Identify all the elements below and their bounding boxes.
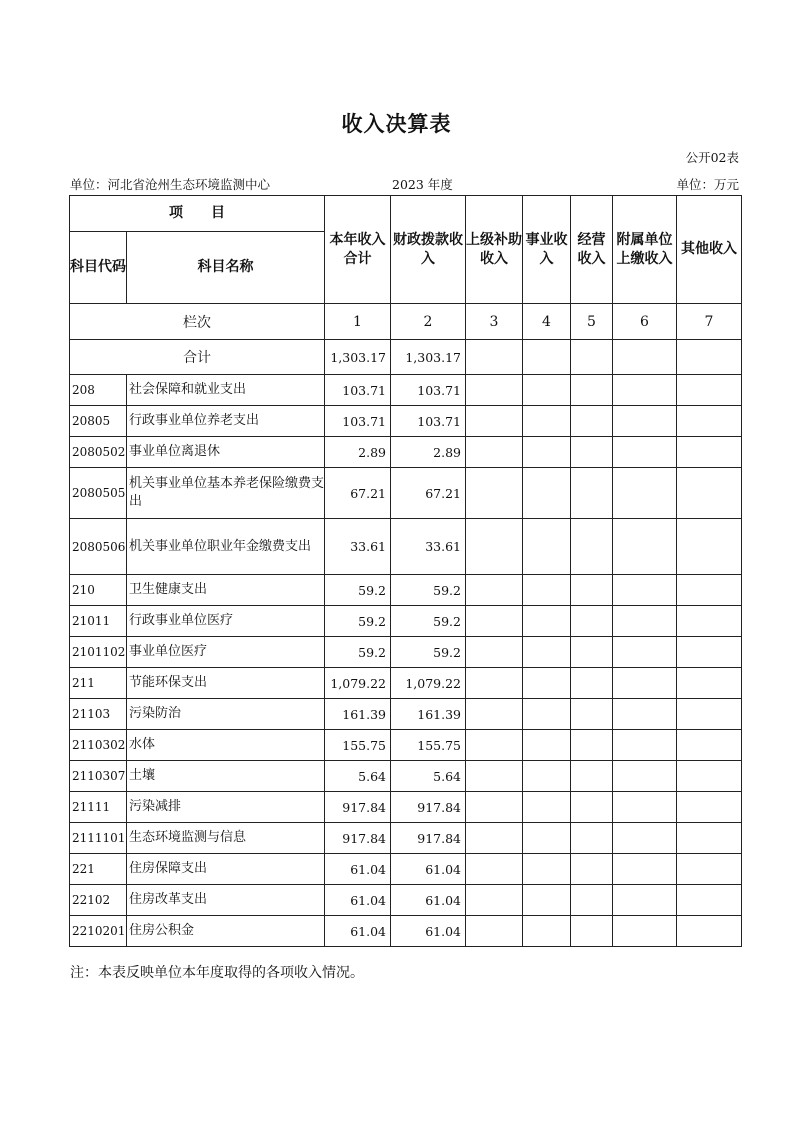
row-value [523,854,571,885]
row-value [613,792,677,823]
row-value [571,916,613,947]
row-value [523,375,571,406]
table-row [70,375,742,406]
row-value: 1,079.22 [391,668,466,699]
row-value: 2.89 [391,437,466,468]
table-row [70,668,742,699]
row-name: 住房改革支出 [127,885,325,916]
table-row [70,406,742,437]
row-value [466,575,523,606]
row-value: 161.39 [391,699,466,730]
row-name: 机关事业单位职业年金缴费支出 [127,519,325,575]
table-row [70,792,742,823]
row-value: 917.84 [391,792,466,823]
header-col-5: 经营收入 [571,196,613,304]
row-value: 917.84 [325,792,391,823]
row-value: 103.71 [391,406,466,437]
row-code: 211 [70,668,127,699]
column-number: 4 [523,304,571,340]
row-value [571,519,613,575]
row-value [613,916,677,947]
row-name: 事业单位离退休 [127,437,325,468]
row-code: 210 [70,575,127,606]
row-value [466,519,523,575]
header-col-2: 财政拨款收入 [391,196,466,304]
row-value: 917.84 [391,823,466,854]
row-value [466,668,523,699]
row-code: 2110302 [70,730,127,761]
row-value: 61.04 [391,854,466,885]
total-label: 合计 [70,340,325,375]
row-code: 2101102 [70,637,127,668]
row-value [677,854,742,885]
row-value [571,637,613,668]
row-value [613,468,677,519]
header-item: 项 目 [70,196,325,232]
row-name: 水体 [127,730,325,761]
row-value [466,916,523,947]
row-value [571,885,613,916]
column-number: 5 [571,304,613,340]
row-value: 61.04 [325,885,391,916]
header-code: 科目代码 [70,232,127,304]
row-value: 59.2 [325,575,391,606]
row-value [523,885,571,916]
row-value [466,606,523,637]
table-row [70,823,742,854]
row-code: 2111101 [70,823,127,854]
row-value [571,437,613,468]
table-row [70,730,742,761]
table-row [70,916,742,947]
row-code: 21111 [70,792,127,823]
row-code: 2080505 [70,468,127,519]
row-value [613,437,677,468]
row-value: 59.2 [325,637,391,668]
total-value: 1,303.17 [325,340,391,375]
table-row [70,761,742,792]
header-col-1: 本年收入合计 [325,196,391,304]
table-row [70,519,742,575]
row-value [613,761,677,792]
row-value [571,406,613,437]
row-value [613,519,677,575]
total-value [613,340,677,375]
row-value [571,730,613,761]
row-value [571,823,613,854]
row-value [523,761,571,792]
row-value [613,406,677,437]
row-value: 5.64 [391,761,466,792]
table-row [70,885,742,916]
header-col-4: 事业收入 [523,196,571,304]
row-value [523,699,571,730]
income-table [69,195,742,947]
row-value: 67.21 [391,468,466,519]
row-value: 61.04 [391,916,466,947]
row-value [571,761,613,792]
row-value: 1,079.22 [325,668,391,699]
table-row [70,854,742,885]
table-row [70,468,742,519]
total-value [677,340,742,375]
column-number: 1 [325,304,391,340]
column-number: 2 [391,304,466,340]
row-value [677,668,742,699]
row-value [523,606,571,637]
row-value [523,519,571,575]
row-code: 21011 [70,606,127,637]
row-value: 59.2 [391,575,466,606]
total-value: 1,303.17 [391,340,466,375]
row-code: 208 [70,375,127,406]
row-value [571,606,613,637]
row-code: 2080502 [70,437,127,468]
row-value [523,637,571,668]
header-col-6: 附属单位上缴收入 [613,196,677,304]
column-number: 6 [613,304,677,340]
row-value [613,668,677,699]
row-code: 2110307 [70,761,127,792]
row-value [466,823,523,854]
row-name: 生态环境监测与信息 [127,823,325,854]
row-value [571,854,613,885]
fiscal-year: 2023 年度 [392,177,453,192]
row-value [523,437,571,468]
row-code: 21103 [70,699,127,730]
row-value [677,375,742,406]
total-value [466,340,523,375]
row-value: 33.61 [391,519,466,575]
column-number-label: 栏次 [70,304,325,340]
row-value [466,792,523,823]
row-value [677,637,742,668]
total-value [571,340,613,375]
row-code: 22102 [70,885,127,916]
row-name: 社会保障和就业支出 [127,375,325,406]
organization-label: 单位：河北省沧州生态环境监测中心 [70,177,271,192]
row-value: 61.04 [391,885,466,916]
row-value: 103.71 [325,406,391,437]
header-col-3: 上级补助收入 [466,196,523,304]
row-value [571,792,613,823]
row-value: 61.04 [325,854,391,885]
row-value [466,699,523,730]
table-row [70,637,742,668]
row-value [613,823,677,854]
row-value: 103.71 [391,375,466,406]
row-value [466,885,523,916]
row-value: 59.2 [391,637,466,668]
row-value [466,406,523,437]
row-value [677,606,742,637]
row-value [677,885,742,916]
row-value [613,885,677,916]
table-row [70,575,742,606]
row-value [613,730,677,761]
row-value [613,575,677,606]
row-name: 机关事业单位基本养老保险缴费支出 [127,468,325,519]
row-value [571,375,613,406]
row-name: 住房保障支出 [127,854,325,885]
row-value [571,575,613,606]
row-value: 155.75 [325,730,391,761]
row-value: 155.75 [391,730,466,761]
row-value [613,375,677,406]
row-value [613,854,677,885]
row-value [571,699,613,730]
row-value [677,792,742,823]
form-code: 公开02表 [685,150,739,165]
row-value [613,637,677,668]
row-code: 221 [70,854,127,885]
column-number: 7 [677,304,742,340]
row-name: 污染防治 [127,699,325,730]
row-code: 2210201 [70,916,127,947]
row-value [466,375,523,406]
row-name: 事业单位医疗 [127,637,325,668]
footnote: 注：本表反映单位本年度取得的各项收入情况。 [70,965,364,981]
row-name: 土壤 [127,761,325,792]
row-value [466,761,523,792]
row-value [613,699,677,730]
row-value [523,916,571,947]
row-name: 行政事业单位养老支出 [127,406,325,437]
row-value [523,792,571,823]
row-value [677,406,742,437]
row-value [523,468,571,519]
row-value [523,406,571,437]
row-value [571,668,613,699]
row-value [466,468,523,519]
table-row [70,699,742,730]
row-value [466,730,523,761]
row-value [523,668,571,699]
row-value [677,761,742,792]
row-value [571,468,613,519]
row-value [677,730,742,761]
header-col-7: 其他收入 [677,196,742,304]
row-value [613,606,677,637]
row-value [677,468,742,519]
row-value: 161.39 [325,699,391,730]
row-name: 污染减排 [127,792,325,823]
row-value [677,916,742,947]
currency-unit: 单位：万元 [676,177,739,192]
table-row [70,437,742,468]
row-value: 33.61 [325,519,391,575]
report-title: 收入决算表 [341,112,452,136]
row-value: 103.71 [325,375,391,406]
row-value [466,437,523,468]
row-name: 节能环保支出 [127,668,325,699]
row-name: 行政事业单位医疗 [127,606,325,637]
row-value [466,637,523,668]
row-value [523,730,571,761]
total-value [523,340,571,375]
row-value: 67.21 [325,468,391,519]
row-value: 59.2 [325,606,391,637]
header-name: 科目名称 [127,232,325,304]
row-value [523,575,571,606]
row-value [523,823,571,854]
row-value: 917.84 [325,823,391,854]
row-code: 20805 [70,406,127,437]
row-value [677,437,742,468]
row-value: 5.64 [325,761,391,792]
row-value [677,575,742,606]
row-code: 2080506 [70,519,127,575]
column-number: 3 [466,304,523,340]
row-value: 2.89 [325,437,391,468]
row-value [466,854,523,885]
row-value [677,699,742,730]
row-value: 61.04 [325,916,391,947]
row-name: 住房公积金 [127,916,325,947]
row-name: 卫生健康支出 [127,575,325,606]
row-value [677,823,742,854]
row-value: 59.2 [391,606,466,637]
table-row [70,606,742,637]
row-value [677,519,742,575]
